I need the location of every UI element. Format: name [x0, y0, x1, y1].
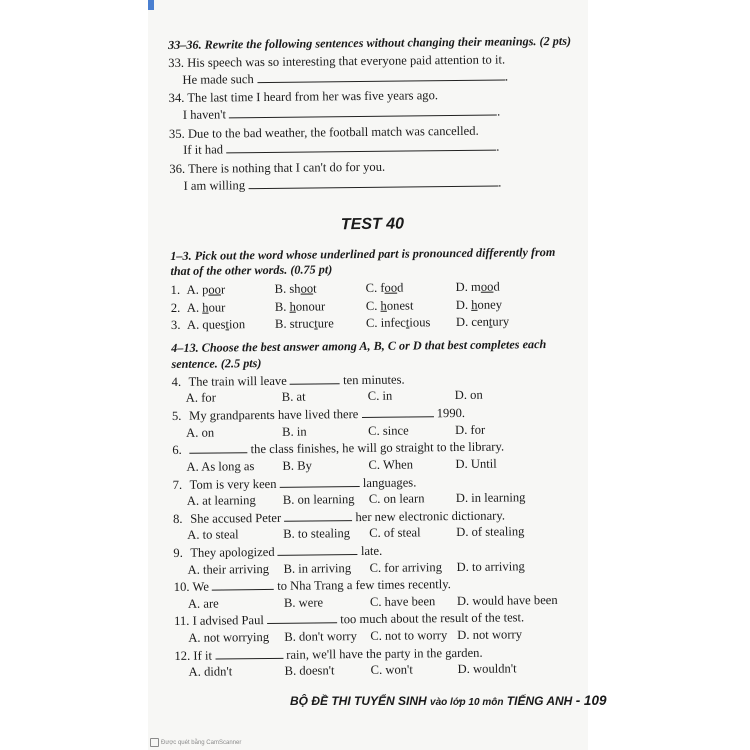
rewrite-item: 34. The last time I heard from her was five years ago. [168, 88, 439, 106]
answer-blank [280, 476, 360, 488]
question: 8. She accused Peter her new electronic dictionary. [172, 508, 506, 526]
question: 5. My grandparents have lived there 1990. [171, 405, 466, 424]
rewrite-answer-line: I am willing . [183, 175, 502, 193]
pronunciation-row: 3. A. question B. structure C. infectious D. century [171, 313, 576, 335]
page-number: - 109 [575, 693, 607, 708]
option-b: B. structure [274, 316, 334, 332]
question: 6. the class finishes, he will go straight to the library. [172, 439, 505, 458]
answer-blank [248, 174, 498, 189]
answer-options: A. at learning B. on learning C. on learn D. in learning [186, 490, 526, 508]
scanner-watermark: Được quét bằng CamScanner [150, 738, 241, 747]
question: 10. We to Nha Trang a few times recently. [173, 577, 451, 595]
pronunciation-row: 1. A. poor B. shoot C. food D. mood [171, 277, 576, 299]
question: 12. If it rain, we'll have the party in the garden. [174, 645, 483, 663]
answer-options: A. for B. at C. in D. on [185, 388, 483, 406]
multiple-choice-section [171, 337, 580, 681]
answer-blank [226, 139, 496, 154]
option-b: B. honour [274, 298, 326, 314]
option-b: B. shoot [274, 281, 317, 296]
blue-mark [148, 0, 154, 10]
question: 11. I advised Paul too much about the result of the test. [174, 610, 525, 629]
answer-blank [284, 510, 352, 522]
camscanner-logo-icon [150, 738, 159, 747]
question: 7. Tom is very keen languages. [172, 474, 417, 492]
answer-options: A. didn't B. doesn't C. won't D. wouldn't [188, 661, 517, 680]
option-c: C. food [365, 280, 404, 295]
answer-options: A. are B. were C. have been D. would have been [187, 592, 558, 611]
pronunciation-section [170, 245, 576, 335]
rewrite-answer-line: If it had . [183, 139, 500, 158]
rewrite-item: 33. His speech was so interesting that everyone paid attention to it. [168, 52, 506, 71]
option-d: D. honey [455, 297, 503, 312]
rewrite-answer-line: I haven't . [182, 104, 501, 122]
option-a: A. poor [186, 282, 226, 297]
answer-blank [278, 544, 358, 556]
option-d: D. century [455, 314, 510, 330]
rewrite-instruction: 33–36. Rewrite the following sentences without changing their meanings. (2 pts) [168, 33, 572, 52]
answer-blank [212, 579, 274, 591]
answer-options: A. As long as B. By C. When D. Until [186, 456, 497, 474]
multiple-choice-instruction: 4–13. Choose the best answer among A, B, C or D that best completes each sentence. (2.5 pts) [171, 337, 547, 371]
rewrite-answer-line: He made such . [182, 69, 509, 87]
option-a: A. hour [186, 300, 226, 315]
pronunciation-instruction: 1–3. Pick out the word whose underlined part is pronounced differently from that of the other words. (0.75 pt) [170, 245, 556, 279]
page-footer: BỘ ĐỀ THI TUYỂN SINH vào lớp 10 môn TIẾNG ANH - 109 [290, 693, 607, 708]
pronunciation-row: 2. A. hour B. honour C. honest D. honey [171, 295, 576, 317]
answer-blank [290, 373, 340, 385]
option-c: C. infectious [365, 315, 431, 331]
answer-blank [215, 647, 283, 659]
answer-options: A. their arriving B. in arriving C. for arriving D. to arriving [187, 558, 525, 577]
rewrite-section [168, 34, 575, 194]
test-title: TEST 40 [340, 215, 405, 234]
rewrite-item: 35. Due to the bad weather, the football match was cancelled. [168, 123, 479, 141]
rewrite-item: 36. There is nothing that I can't do for you. [169, 159, 386, 176]
option-a: A. question [186, 317, 246, 333]
answer-options: A. to steal B. to stealing C. of steal D. of stealing [187, 524, 525, 543]
answer-blank [267, 613, 337, 625]
answer-blank [189, 442, 247, 454]
page-content [168, 34, 580, 681]
option-c: C. honest [365, 298, 414, 313]
option-d: D. mood [455, 279, 500, 294]
answer-blank [229, 104, 497, 119]
answer-blank [361, 406, 433, 418]
answer-options: A. on B. in C. since D. for [186, 422, 486, 440]
answer-options: A. not worrying B. don't worry C. not to worry D. not worry [188, 627, 523, 645]
question: 4. The train will leave ten minutes. [171, 372, 405, 389]
answer-blank [257, 68, 505, 83]
question: 9. They apologized late. [173, 543, 383, 560]
